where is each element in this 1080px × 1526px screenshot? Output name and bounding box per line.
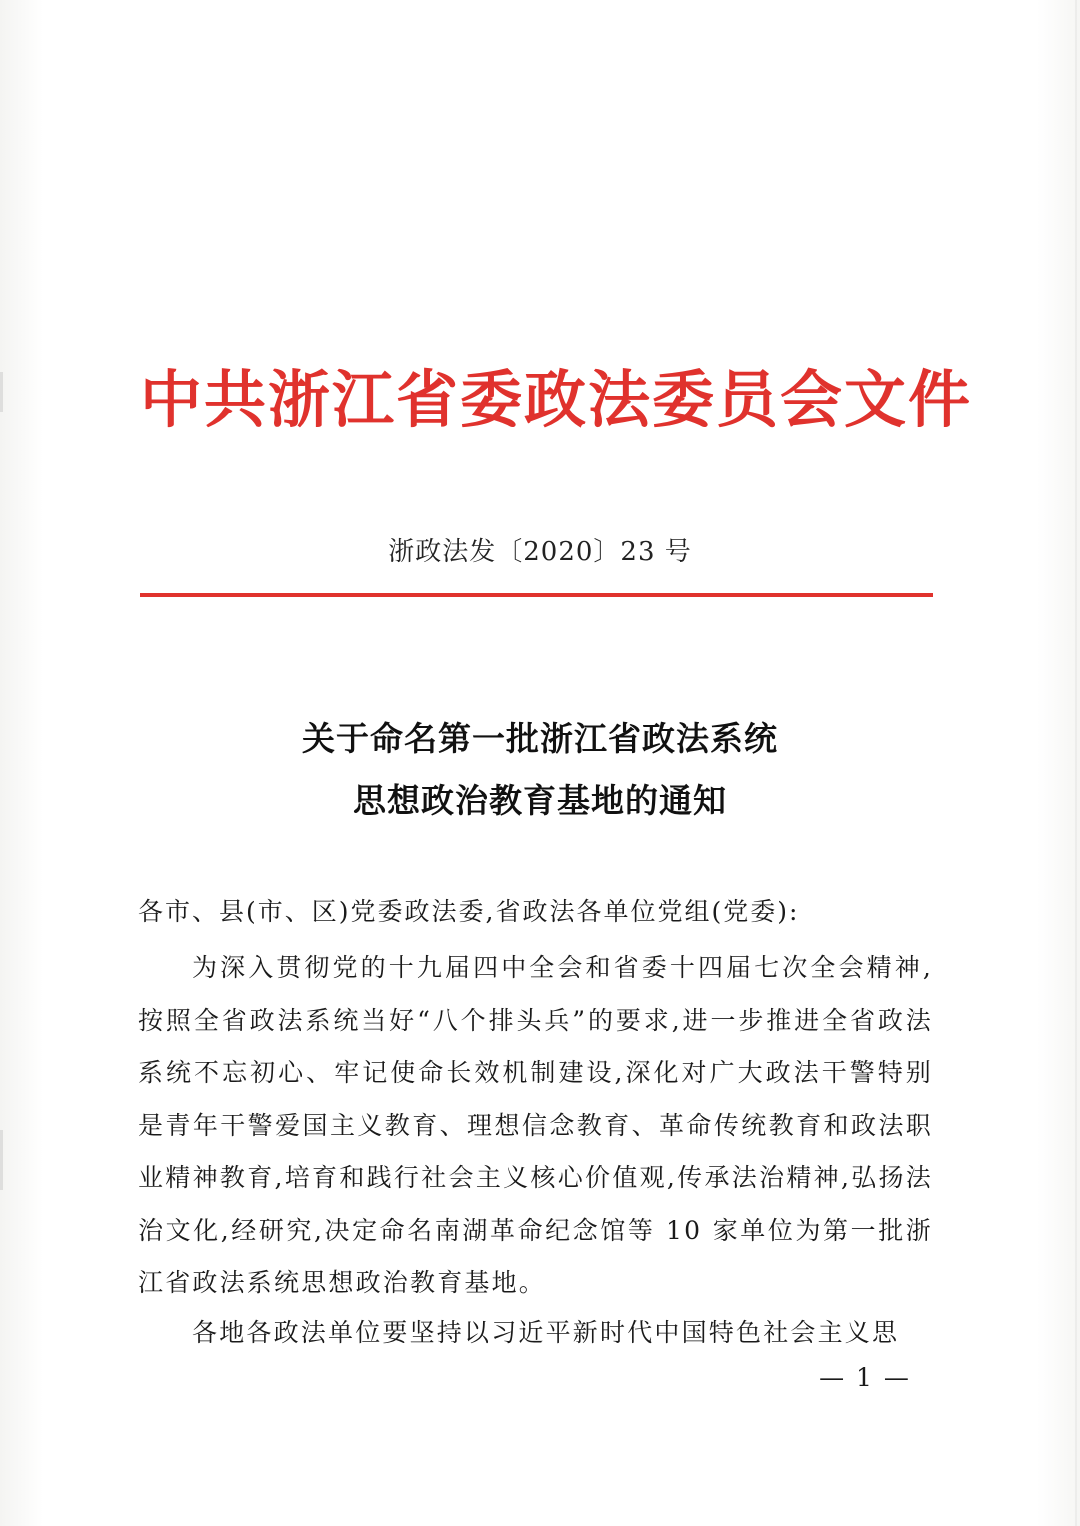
body-paragraph-2: 各地各政法单位要坚持以习近平新时代中国特色社会主义思 [192,1318,900,1347]
notice-title [140,708,940,832]
issuer-title: 中共浙江省委政法委员会文件 [140,363,973,436]
salutation: 各市、县(市、区)党委政法委,省政法各单位党组(党委): [138,897,800,926]
red-divider [140,593,933,597]
scan-artifact [1075,0,1077,1526]
scan-artifact [0,1130,3,1190]
notice-title-line-1: 关于命名第一批浙江省政法系统 [302,719,778,758]
document-number: 浙政法发〔2020〕23 号 [388,537,692,567]
scan-artifact [0,372,3,412]
notice-title-line-2: 思想政治教育基地的通知 [353,781,727,820]
page-number: — 1 — [819,1363,911,1392]
body-paragraph-1: 为深入贯彻党的十九届四中全会和省委十四届七次全会精神,按照全省政法系统当好“八个排头兵”的要求,进一步推进全省政法系统不忘初心、牢记使命长效机制建设,深化对广大政法干警特别是青年干警爱国主义教育、理想信念教育、革命传统教育和政法职业精神教育,培育和践行社会主义核心价值观,传承法治精神,弘扬法治文化,经研究,决定命名南湖革命纪念馆等 10 家单位为第一批浙江省政法系统思想政治教育基地。 [138,953,933,1297]
